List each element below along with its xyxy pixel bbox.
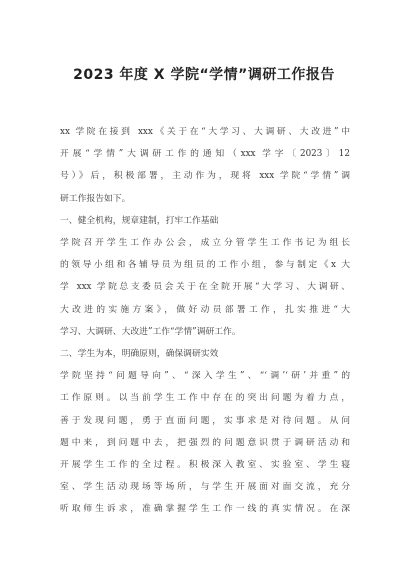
paragraph-line: 听取师生诉求，准确掌握学生工作一线的真实情况。在深 [60,504,350,515]
paragraph-line: 学 xxx 学院总支委员会关于在全院开展“大学习、大调研、 [60,282,350,293]
paragraph-line: 的领导小组和各辅导员为组员的工作小组，参与制定《x 大 [60,260,350,271]
paragraph-line: 大改进的实施方案》，做好动员部署工作，扎实推进“大 [60,304,350,315]
paragraph-line: 工作原则。以当前学生工作中存在的突出问题为着力点， [60,393,350,404]
document-title: 2023 年度 X 学院“学情”调研工作报告 [73,67,335,83]
paragraph-line: 善于发现问题，勇于直面问题，实事求是对待问题。从问 [60,415,350,426]
paragraph-line: 题中来，到问题中去，把强烈的问题意识贯于调研活动和 [60,437,350,448]
section-heading: 一、健全机构，规章建制，打牢工作基础 [60,215,219,226]
paragraph-line: 学院坚持“问题导向”、“深入学生”、“‘调’‘研’并重”的 [60,371,350,382]
paragraph-line: 学院召开学生工作办公会，成立分管学生工作书记为组长 [60,238,350,249]
document-body [60,121,350,521]
paragraph-line: 号）》后，积极部署，主动作为，现将 xxx 学院“学情”调 [60,171,350,182]
section-heading: 二、学生为本，明确原则，确保调研实效 [60,349,219,360]
paragraph-line: 学习、大调研、大改进”工作“学情”调研工作。 [60,326,241,337]
paragraph-line: 室、学生活动现场等场所，与学生开展面对面交流，充分 [60,482,350,493]
paragraph-line: xx 学院在接到 xxx《关于在“大学习、大调研、大改进”中 [60,127,350,137]
paragraph-line: 研工作报告如下。 [60,193,131,204]
paragraph-line: 开展学生工作的全过程。积极深入教室、实验室、学生寝 [60,460,350,471]
paragraph-line: 开展“学情”大调研工作的通知（xxx 学字〔2023〕12 [60,149,350,160]
